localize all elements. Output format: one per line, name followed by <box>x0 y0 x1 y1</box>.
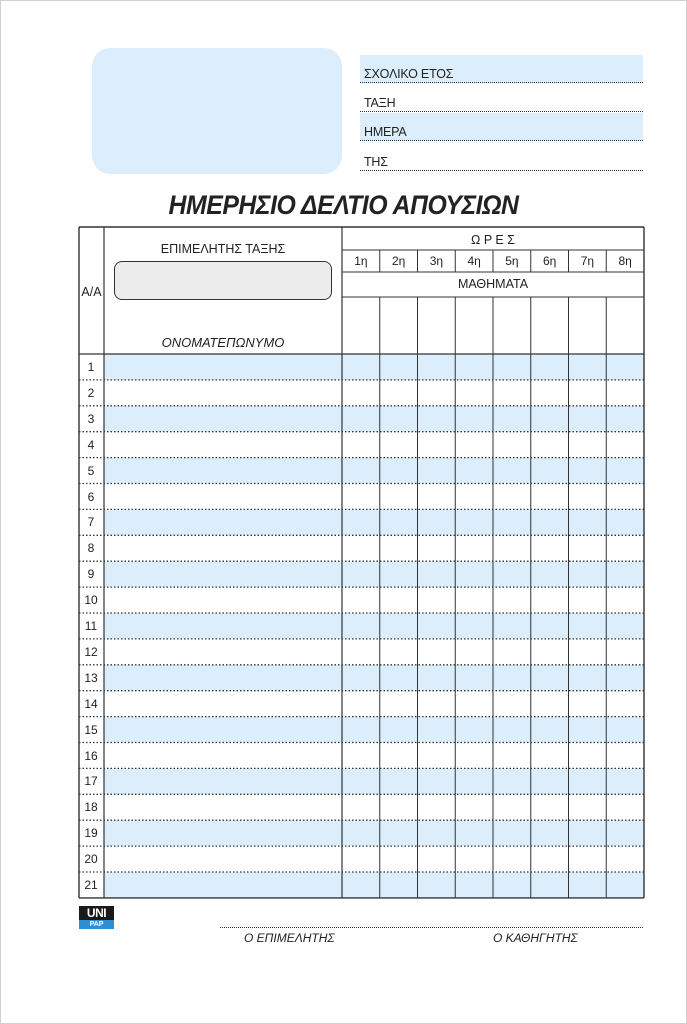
absence-cell[interactable] <box>531 691 569 717</box>
absence-cell[interactable] <box>342 587 380 613</box>
absence-cell[interactable] <box>531 613 569 639</box>
absence-cell[interactable] <box>493 484 531 510</box>
absence-cell[interactable] <box>569 691 607 717</box>
absence-cell[interactable] <box>380 484 418 510</box>
subject-cell[interactable] <box>606 297 644 354</box>
absence-cell[interactable] <box>569 743 607 769</box>
row-number: 15 <box>84 722 98 737</box>
absence-cell[interactable] <box>569 535 607 561</box>
absence-cell[interactable] <box>380 380 418 406</box>
row-number: 13 <box>84 670 98 685</box>
row-number: 2 <box>87 385 95 400</box>
absence-cell[interactable] <box>380 535 418 561</box>
subject-cell[interactable] <box>418 297 456 354</box>
absence-cell[interactable] <box>455 717 493 743</box>
absence-cell[interactable] <box>342 768 380 794</box>
absence-cell[interactable] <box>418 820 456 846</box>
absence-cell[interactable] <box>569 587 607 613</box>
absence-cell[interactable] <box>569 768 607 794</box>
absence-cell[interactable] <box>342 406 380 432</box>
row-number: 17 <box>84 774 98 789</box>
student-name-cell[interactable] <box>104 820 342 846</box>
absence-cell[interactable] <box>493 406 531 432</box>
absence-cell[interactable] <box>455 380 493 406</box>
absence-cell[interactable] <box>531 768 569 794</box>
absence-cell[interactable] <box>342 561 380 587</box>
absence-cell[interactable] <box>380 872 418 898</box>
absence-cell[interactable] <box>606 509 644 535</box>
absence-cell[interactable] <box>380 743 418 769</box>
student-name-cell[interactable] <box>104 768 342 794</box>
absence-cell[interactable] <box>493 743 531 769</box>
absence-cell[interactable] <box>342 613 380 639</box>
student-name-cell[interactable] <box>104 484 342 510</box>
absence-cell[interactable] <box>606 872 644 898</box>
student-name-cell[interactable] <box>104 354 342 380</box>
absence-cell[interactable] <box>569 458 607 484</box>
absence-cell[interactable] <box>531 432 569 458</box>
absence-cell[interactable] <box>418 768 456 794</box>
row-number: 20 <box>84 852 98 867</box>
absence-cell[interactable] <box>569 406 607 432</box>
absence-cell[interactable] <box>418 717 456 743</box>
absence-cell[interactable] <box>455 872 493 898</box>
absence-cell[interactable] <box>493 509 531 535</box>
student-name-cell[interactable] <box>104 639 342 665</box>
absence-cell[interactable] <box>342 639 380 665</box>
absence-cell[interactable] <box>418 665 456 691</box>
subject-cell[interactable] <box>531 297 569 354</box>
absence-cell[interactable] <box>380 820 418 846</box>
student-name-cell[interactable] <box>104 794 342 820</box>
absence-cell[interactable] <box>531 872 569 898</box>
student-name-cell[interactable] <box>104 846 342 872</box>
absence-cell[interactable] <box>380 406 418 432</box>
absence-cell[interactable] <box>418 484 456 510</box>
row-number: 8 <box>87 541 95 556</box>
absence-cell[interactable] <box>342 432 380 458</box>
absence-cell[interactable] <box>531 794 569 820</box>
absence-cell[interactable] <box>342 484 380 510</box>
absence-cell[interactable] <box>493 354 531 380</box>
absence-cell[interactable] <box>455 458 493 484</box>
absence-cell[interactable] <box>531 406 569 432</box>
absence-cell[interactable] <box>569 639 607 665</box>
epimelitis-name-field[interactable] <box>114 261 332 300</box>
absence-cell[interactable] <box>455 406 493 432</box>
absence-cell[interactable] <box>531 458 569 484</box>
absence-cell[interactable] <box>493 768 531 794</box>
absence-cell[interactable] <box>606 665 644 691</box>
absence-cell[interactable] <box>606 561 644 587</box>
absence-cell[interactable] <box>455 354 493 380</box>
student-name-cell[interactable] <box>104 587 342 613</box>
absence-cell[interactable] <box>531 509 569 535</box>
hour-label: 7η <box>580 254 595 268</box>
absence-cell[interactable] <box>455 613 493 639</box>
absence-cell[interactable] <box>418 380 456 406</box>
absence-cell[interactable] <box>418 535 456 561</box>
absence-cell[interactable] <box>493 458 531 484</box>
absence-cell[interactable] <box>455 691 493 717</box>
absence-cell[interactable] <box>606 768 644 794</box>
absence-cell[interactable] <box>380 768 418 794</box>
absence-cell[interactable] <box>380 639 418 665</box>
absence-cell[interactable] <box>569 561 607 587</box>
absence-cell[interactable] <box>606 820 644 846</box>
absence-cell[interactable] <box>380 691 418 717</box>
absence-cell[interactable] <box>342 872 380 898</box>
absence-cell[interactable] <box>418 846 456 872</box>
absence-cell[interactable] <box>531 484 569 510</box>
absence-cell[interactable] <box>493 794 531 820</box>
absence-cell[interactable] <box>455 639 493 665</box>
absence-cell[interactable] <box>342 717 380 743</box>
student-name-cell[interactable] <box>104 432 342 458</box>
logo-top-text: UNI <box>79 906 114 920</box>
absence-cell[interactable] <box>342 846 380 872</box>
absence-cell[interactable] <box>569 484 607 510</box>
absence-cell[interactable] <box>493 846 531 872</box>
absence-cell[interactable] <box>531 665 569 691</box>
subject-cell[interactable] <box>380 297 418 354</box>
absence-cell[interactable] <box>531 743 569 769</box>
name-header: ΟΝΟΜΑΤΕΠΩΝΥΜΟ <box>161 335 285 350</box>
absence-cell[interactable] <box>531 354 569 380</box>
logo-bottom-text: PAP <box>79 920 114 929</box>
row-number: 9 <box>87 567 95 582</box>
student-name-cell[interactable] <box>104 458 342 484</box>
hour-label: 4η <box>467 254 481 268</box>
absence-cell[interactable] <box>418 613 456 639</box>
absence-cell[interactable] <box>380 717 418 743</box>
absence-cell[interactable] <box>569 613 607 639</box>
absence-cell[interactable] <box>455 509 493 535</box>
absence-cell[interactable] <box>418 561 456 587</box>
absence-cell[interactable] <box>493 665 531 691</box>
absence-cell[interactable] <box>380 432 418 458</box>
absence-cell[interactable] <box>342 743 380 769</box>
absence-cell[interactable] <box>606 354 644 380</box>
unipap-logo <box>79 906 114 930</box>
row-number: 11 <box>84 619 98 633</box>
absence-cell[interactable] <box>455 484 493 510</box>
row-number: 12 <box>84 644 98 659</box>
absence-cell[interactable] <box>455 768 493 794</box>
hour-label: 3η <box>429 254 444 268</box>
absence-cell[interactable] <box>418 406 456 432</box>
absence-cell[interactable] <box>455 587 493 613</box>
school-year-label: ΣΧΟΛΙΚΟ ΕΤΟΣ <box>364 67 454 81</box>
hour-label: 6η <box>542 254 557 268</box>
absence-cell[interactable] <box>569 794 607 820</box>
row-number: 7 <box>87 515 95 530</box>
absence-cell[interactable] <box>569 380 607 406</box>
absence-cell[interactable] <box>342 665 380 691</box>
absence-cell[interactable] <box>493 717 531 743</box>
absence-cell[interactable] <box>531 561 569 587</box>
absence-cell[interactable] <box>606 717 644 743</box>
absence-cell[interactable] <box>493 613 531 639</box>
absence-cell[interactable] <box>342 691 380 717</box>
absence-cell[interactable] <box>606 484 644 510</box>
absence-cell[interactable] <box>569 820 607 846</box>
absence-cell[interactable] <box>455 561 493 587</box>
student-name-cell[interactable] <box>104 380 342 406</box>
absence-cell[interactable] <box>531 535 569 561</box>
hours-header: Ω Ρ Ε Σ <box>471 233 515 247</box>
absence-cell[interactable] <box>418 691 456 717</box>
student-name-cell[interactable] <box>104 535 342 561</box>
absence-cell[interactable] <box>493 380 531 406</box>
absence-cell[interactable] <box>606 380 644 406</box>
absence-cell[interactable] <box>606 691 644 717</box>
absence-cell[interactable] <box>342 458 380 484</box>
aa-header: Α/Α <box>81 285 102 299</box>
absence-cell[interactable] <box>569 872 607 898</box>
student-name-cell[interactable] <box>104 691 342 717</box>
absence-cell[interactable] <box>455 820 493 846</box>
student-name-cell[interactable] <box>104 406 342 432</box>
absence-cell[interactable] <box>606 794 644 820</box>
absence-cell[interactable] <box>380 458 418 484</box>
row-number: 10 <box>84 593 98 608</box>
row-number: 6 <box>87 489 95 504</box>
absence-cell[interactable] <box>380 509 418 535</box>
absence-cell[interactable] <box>569 509 607 535</box>
day-label: ΗΜΕΡΑ <box>364 125 407 139</box>
hour-label: 2η <box>391 254 406 268</box>
absence-cell[interactable] <box>418 509 456 535</box>
absence-cell[interactable] <box>569 717 607 743</box>
student-name-cell[interactable] <box>104 665 342 691</box>
absence-cell[interactable] <box>342 794 380 820</box>
absence-cell[interactable] <box>455 794 493 820</box>
absence-cell[interactable] <box>569 354 607 380</box>
absence-cell[interactable] <box>569 432 607 458</box>
hour-label: 5η <box>505 254 519 268</box>
absence-cell[interactable] <box>606 743 644 769</box>
row-number: 1 <box>87 360 95 374</box>
absence-cell[interactable] <box>342 535 380 561</box>
absence-cell[interactable] <box>418 872 456 898</box>
absence-cell[interactable] <box>455 535 493 561</box>
subject-cell[interactable] <box>455 297 493 354</box>
absence-cell[interactable] <box>606 406 644 432</box>
subject-cell[interactable] <box>493 297 531 354</box>
absence-cell[interactable] <box>531 380 569 406</box>
subjects-header: ΜΑΘΗΜΑΤΑ <box>457 277 529 291</box>
absence-cell[interactable] <box>493 561 531 587</box>
epimelitis-signature-label: Ο ΕΠΙΜΕΛΗΤΗΣ <box>244 931 335 945</box>
student-name-cell[interactable] <box>104 561 342 587</box>
student-name-cell[interactable] <box>104 509 342 535</box>
date-label: ΤΗΣ <box>364 155 388 169</box>
absence-cell[interactable] <box>380 354 418 380</box>
absence-cell[interactable] <box>569 665 607 691</box>
absence-cell[interactable] <box>606 846 644 872</box>
row-number: 5 <box>87 463 95 478</box>
absence-cell[interactable] <box>380 794 418 820</box>
student-name-cell[interactable] <box>104 872 342 898</box>
student-name-cell[interactable] <box>104 743 342 769</box>
absence-cell[interactable] <box>493 432 531 458</box>
absence-cell[interactable] <box>606 535 644 561</box>
epimelitis-header: ΕΠΙΜΕΛΗΤΗΣ ΤΑΞΗΣ <box>160 242 286 256</box>
student-name-cell[interactable] <box>104 717 342 743</box>
row-number: 19 <box>84 826 98 841</box>
absence-cell[interactable] <box>380 561 418 587</box>
absence-cell[interactable] <box>493 639 531 665</box>
absence-cell[interactable] <box>606 613 644 639</box>
absence-cell[interactable] <box>493 535 531 561</box>
page-title: ΗΜΕΡΗΣΙΟ ΔΕΛΤΙΟ ΑΠΟΥΣΙΩΝ <box>168 190 519 220</box>
subject-cell[interactable] <box>569 297 607 354</box>
absence-cell[interactable] <box>418 794 456 820</box>
row-number: 14 <box>84 696 98 711</box>
absence-cell[interactable] <box>455 432 493 458</box>
absence-cell[interactable] <box>493 820 531 846</box>
absence-cell[interactable] <box>418 743 456 769</box>
absence-cell[interactable] <box>418 458 456 484</box>
signature-line[interactable] <box>220 927 643 928</box>
student-name-cell[interactable] <box>104 613 342 639</box>
absence-cell[interactable] <box>531 846 569 872</box>
absence-cell[interactable] <box>455 743 493 769</box>
class-label: ΤΑΞΗ <box>364 96 396 110</box>
absence-cell[interactable] <box>380 846 418 872</box>
absence-cell[interactable] <box>606 587 644 613</box>
absence-cell[interactable] <box>493 691 531 717</box>
absence-cell[interactable] <box>342 354 380 380</box>
hour-label: 1η <box>354 254 368 268</box>
row-number: 21 <box>84 878 98 892</box>
absence-cell[interactable] <box>531 587 569 613</box>
absence-cell[interactable] <box>418 354 456 380</box>
absence-cell[interactable] <box>342 380 380 406</box>
hour-label: 8η <box>618 254 632 268</box>
absence-cell[interactable] <box>418 587 456 613</box>
absence-cell[interactable] <box>380 613 418 639</box>
absence-cell[interactable] <box>606 639 644 665</box>
absence-cell[interactable] <box>455 846 493 872</box>
absence-cell[interactable] <box>380 665 418 691</box>
row-number: 16 <box>84 748 98 763</box>
absence-cell[interactable] <box>606 458 644 484</box>
absence-cell[interactable] <box>493 587 531 613</box>
absence-cell[interactable] <box>493 872 531 898</box>
teacher-signature-label: Ο ΚΑΘΗΓΗΤΗΣ <box>493 931 578 945</box>
absence-cell[interactable] <box>531 639 569 665</box>
row-number: 3 <box>87 411 95 426</box>
absence-cell[interactable] <box>342 509 380 535</box>
absence-cell[interactable] <box>418 639 456 665</box>
row-number: 18 <box>84 800 98 815</box>
absence-cell[interactable] <box>342 820 380 846</box>
absence-cell[interactable] <box>606 432 644 458</box>
row-number: 4 <box>87 437 95 452</box>
absence-cell[interactable] <box>531 717 569 743</box>
absence-cell[interactable] <box>455 665 493 691</box>
absence-cell[interactable] <box>380 587 418 613</box>
absence-cell[interactable] <box>418 432 456 458</box>
subject-cell[interactable] <box>342 297 380 354</box>
absence-cell[interactable] <box>569 846 607 872</box>
absence-cell[interactable] <box>531 820 569 846</box>
